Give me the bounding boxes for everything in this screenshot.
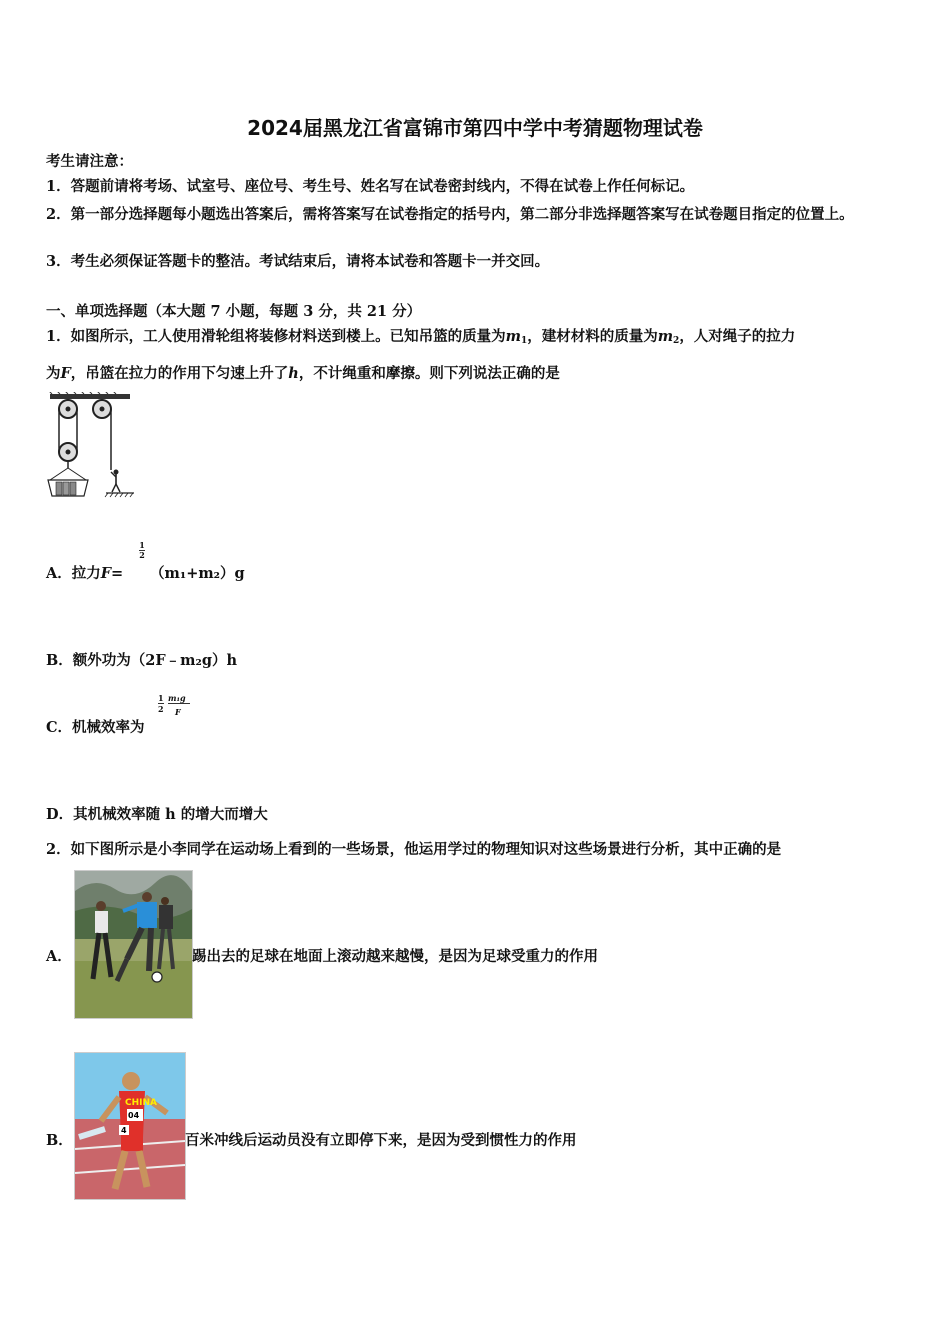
notice-item-1: 1．答题前请将考场、试室号、座位号、考生号、姓名写在试卷密封线内，不得在试卷上作任何标记。 <box>46 178 695 195</box>
notice-item-3: 3．考生必须保证答题卡的整洁。考试结束后，请将本试卷和答题卡一并交回。 <box>46 253 550 270</box>
soccer-photo <box>74 870 193 1019</box>
hip-number: 4 <box>121 1126 127 1135</box>
page-title: 2024届黑龙江省富锦市第四中学中考猜题物理试卷 <box>247 116 703 140</box>
section-heading: 一、单项选择题（本大题 7 小题，每题 3 分，共 21 分） <box>46 303 422 320</box>
q1-option-c[interactable]: C．机械效率为 <box>46 719 145 736</box>
notice-heading: 考生请注意： <box>46 153 133 170</box>
notice-item-2: 2．第一部分选择题每小题选出答案后，需将答案写在试卷指定的括号内，第二部分非选择题答案写在试卷题目指定的位置上。 <box>46 206 854 223</box>
shirt-label: CHINA <box>125 1098 157 1108</box>
q1-stem-line2: 为F，吊篮在拉力的作用下匀速上升了h，不计绳重和摩擦。则下列说法正确的是 <box>46 365 560 382</box>
q1-option-a[interactable]: A．拉力F= <box>46 565 124 582</box>
q1-option-c-fraction: 1 2 m₁g F <box>158 694 194 720</box>
q2-option-b-text: 百米冲线后运动员没有立即停下来，是因为受到惯性力的作用 <box>185 1132 577 1149</box>
q1-option-b[interactable]: B．额外功为（2F﹣m₂g）h <box>46 652 238 669</box>
q1-option-a-fraction: 1 2 <box>139 540 145 560</box>
q2-option-b-label[interactable]: B． <box>46 1132 73 1149</box>
q2-option-a-text: 踢出去的足球在地面上滚动越来越慢，是因为足球受重力的作用 <box>192 948 598 965</box>
pulley-system-figure <box>46 392 138 498</box>
sprinter-photo <box>74 1052 186 1200</box>
q1-option-d[interactable]: D．其机械效率随 h 的增大而增大 <box>46 806 268 823</box>
q1-option-a-expression: （m₁+m₂）g <box>150 565 245 582</box>
q1-stem-line1: 1．如图所示，工人使用滑轮组将装修材料送到楼上。已知吊篮的质量为$m_1$，建材材料的质量为$m_2$，人对绳子的拉力 <box>46 328 796 346</box>
bib-number: 04 <box>128 1111 140 1120</box>
q2-stem: 2．如下图所示是小李同学在运动场上看到的一些场景，他运用学过的物理知识对这些场景进行分析，其中正确的是 <box>46 841 782 858</box>
q2-option-a-label[interactable]: A． <box>46 948 72 965</box>
